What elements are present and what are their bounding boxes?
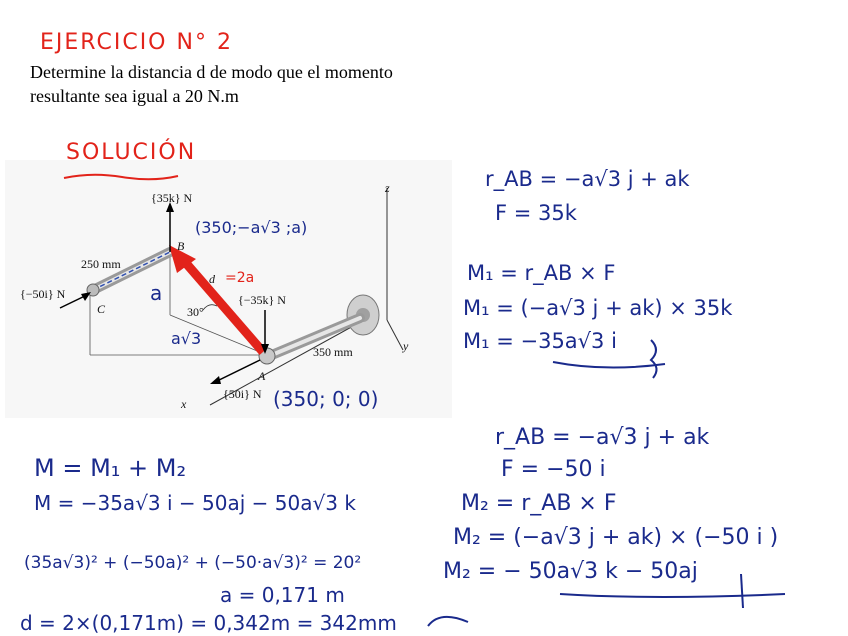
d-result: d = 2×(0,171m) = 0,342m = 342mm [20, 611, 397, 635]
label-x-axis: x [181, 397, 187, 411]
m2-underline [560, 594, 785, 597]
m-total-equation: M = −35a√3 i − 50aj − 50a√3 k [34, 491, 356, 515]
label-y-axis: y [403, 339, 409, 353]
problem-line-1: Determine la distancia d de modo que el momento [30, 62, 393, 82]
m-sum-equation: M = M₁ + M₂ [34, 454, 187, 482]
note-a: a [150, 281, 163, 305]
label-point-c: C [97, 302, 106, 316]
label-point-a: A [258, 369, 266, 383]
label-350mm: 350 mm [313, 345, 353, 359]
label-force-m35k: {−35k} N [238, 293, 286, 307]
label-force-m50i: {−50i} N [20, 287, 66, 301]
label-z-axis: z [385, 181, 390, 195]
force-35k-equation: F = 35k [495, 201, 577, 225]
exercise-title: EJERCICIO N° 2 [40, 30, 233, 55]
final-mark [428, 617, 468, 626]
label-d: d [209, 272, 215, 286]
figure-svg [5, 160, 452, 418]
solution-heading: SOLUCIÓN [66, 140, 197, 165]
problem-statement [30, 60, 500, 108]
r-ab-equation-2: r_AB = −a√3 j + ak [495, 425, 710, 450]
note-a-root3: a√3 [171, 329, 202, 348]
label-250mm: 250 mm [81, 257, 121, 271]
left-bottom-notes [20, 440, 490, 636]
r-ab-equation-1: r_AB = −a√3 j + ak [485, 167, 690, 191]
problem-line-2: resultante sea igual a 20 N.m [30, 86, 239, 106]
right-top-notes [455, 150, 845, 410]
m1-brace [651, 340, 657, 378]
m1-definition: M₁ = r_AB × F [467, 261, 616, 285]
m1-result: M₁ = −35a√3 i [463, 329, 617, 353]
note-d-equals-2a: =2a [225, 270, 255, 286]
magnitude-equation: (35a√3)² + (−50a)² + (−50·a√3)² = 20² [24, 553, 362, 573]
force-m50i-equation: F = −50 i [501, 457, 606, 482]
a-value: a = 0,171 m [220, 583, 345, 607]
label-point-b: B [177, 239, 185, 253]
m2-result: M₂ = − 50a√3 k − 50aj [443, 559, 698, 584]
label-force-50i: {50i} N [223, 387, 262, 401]
m1-cross-product: M₁ = (−a√3 j + ak) × 35k [463, 296, 733, 320]
m2-definition: M₂ = r_AB × F [461, 491, 617, 516]
y-axis [387, 320, 403, 350]
label-force-35k: {35k} N [151, 191, 193, 205]
force-50i-arrow [215, 360, 260, 382]
right-bottom-notes [435, 410, 845, 610]
mechanics-figure [5, 160, 452, 418]
note-a-coordinates: (350; 0; 0) [273, 387, 379, 411]
solution-underline [62, 170, 182, 184]
m2-cross-product: M₂ = (−a√3 j + ak) × (−50 i ) [453, 525, 779, 550]
angle-arc [203, 305, 217, 310]
note-b-coordinates: (350;−a√3 ;a) [195, 218, 308, 237]
label-30deg: 30° [187, 305, 204, 319]
m1-underline [553, 362, 665, 368]
